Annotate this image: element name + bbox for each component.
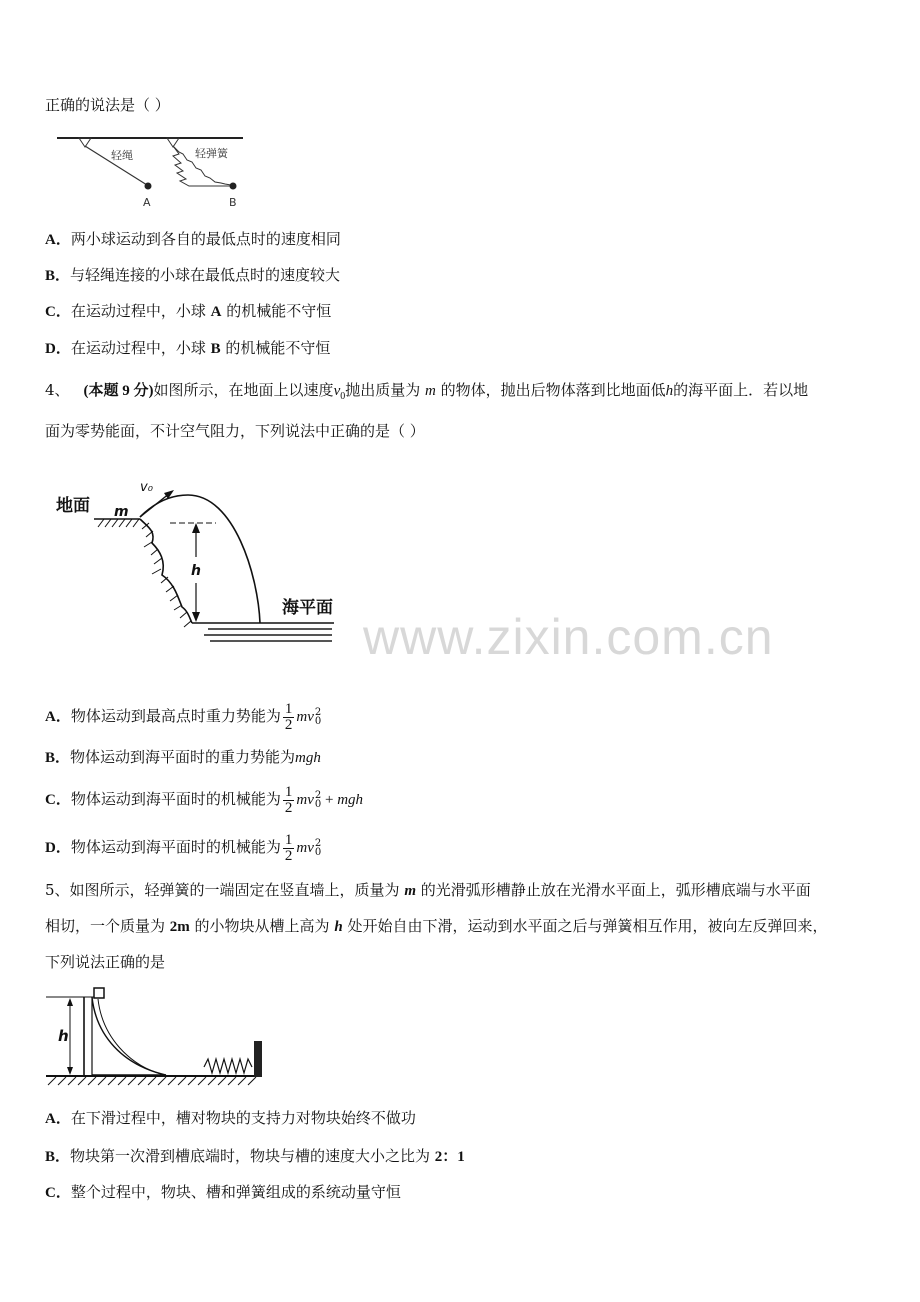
block [94,988,104,998]
ball-b-label: B [229,196,237,209]
spring-label: 轻弹簧 [195,147,228,160]
q4-line-2: 面为零势能面，不计空气阻力，下列说法中正确的是（ ） [45,422,425,440]
wall [254,1041,262,1077]
watermark: www.zixin.com.cn [363,609,774,665]
q5-option-c: C．整个过程中，物块、槽和弹簧组成的系统动量守恒 [45,1183,401,1201]
q4-option-a: A．物体运动到最高点时重力势能为 $\frac{1}{2}$ mv 2 0 [45,700,322,733]
q5-option-a: A．在下滑过程中，槽对物块的支持力对物块始终不做功 [45,1109,416,1127]
q4-line-1: 4、 (本题 9 分)如图所示，在地面上以速度$v_0$抛出质量为 m 的物体，抛出后物体落到比地面低h的海平面上．若以地 [45,381,809,402]
q4-option-d: D．物体运动到海平面时的机械能为 $\frac{1}{2}$ mv 2 0 [45,831,322,864]
q5-line-1: 5、如图所示，轻弹簧的一端固定在竖直墙上，质量为 m 的光滑弧形槽静止放在光滑水平面上，弧形槽底端与水平面 [45,881,811,899]
q5-figure [42,985,272,1090]
sea-label: 海平面 [282,598,333,618]
q5-line-3: 下列说法正确的是 [45,953,166,971]
q3-stem-tail: 正确的说法是（ ） [45,96,170,114]
q4-option-b: B．物体运动到海平面时的重力势能为mgh [45,748,321,766]
q5-line-2: 相切，一个质量为 2m 的小物块从槽上高为 h 处开始自由下滑，运动到水平面之后与弹簧相互作用，被向左反弹回来， [45,917,828,935]
ball-b [230,183,237,190]
q4-figure [48,465,348,665]
q5-height-label: h [58,1027,69,1045]
ground-label: 地面 [56,496,90,516]
q3-option-c: C．在运动过程中，小球 A 的机械能不守恒 [45,302,332,320]
q3-option-b: B．与轻绳连接的小球在最低点时的速度较大 [45,266,341,284]
q3-option-a: A．两小球运动到各自的最低点时的速度相同 [45,230,341,248]
ball-a-label: A [143,196,151,209]
rope-label: 轻绳 [111,149,133,162]
ball-a [145,183,152,190]
q3-figure [55,132,255,212]
q5-option-b: B．物块第一次滑到槽底端时，物块与槽的速度大小之比为 2：1 [45,1147,465,1165]
mass-label: m [114,504,129,520]
q4-option-c: C．物体运动到海平面时的机械能为 $\frac{1}{2}$ mv 2 0 + mgh [45,783,364,816]
height-label: h [191,563,201,579]
v0-label: v₀ [140,480,153,495]
q3-option-d: D．在运动过程中，小球 B 的机械能不守恒 [45,339,331,357]
